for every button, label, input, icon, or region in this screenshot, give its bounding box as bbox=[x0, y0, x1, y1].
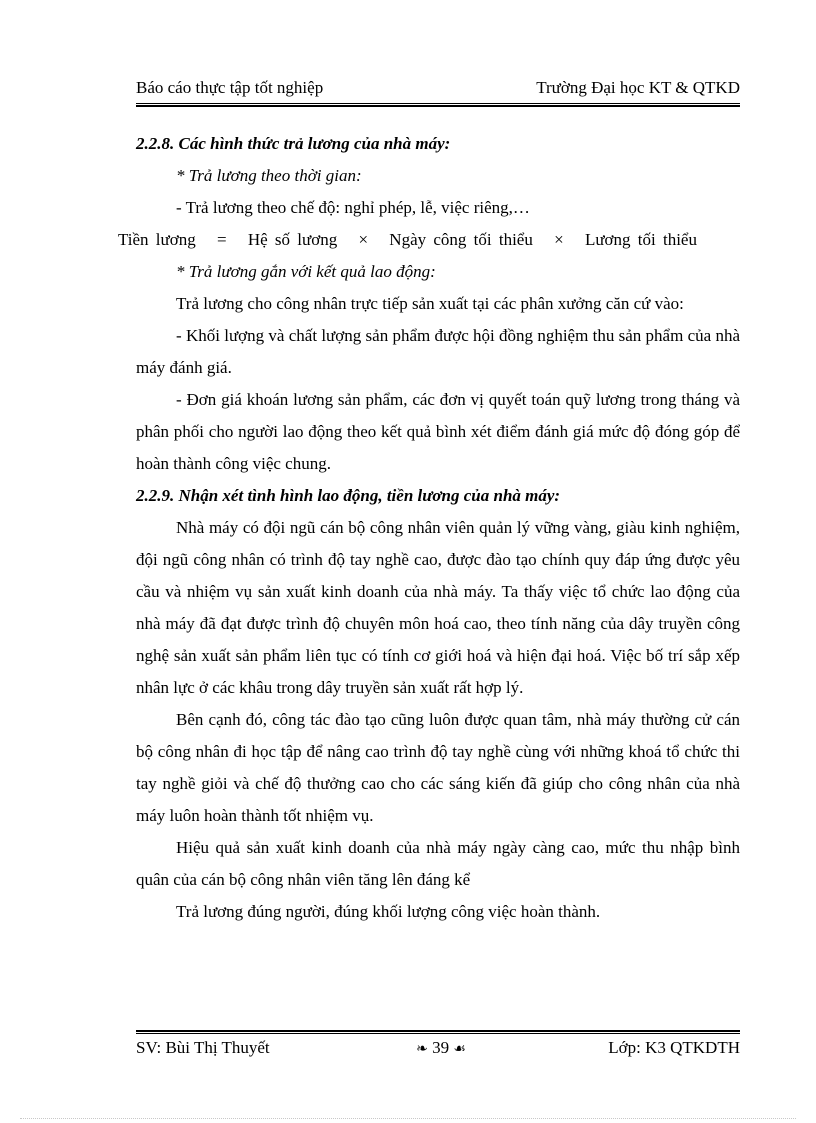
subheading-time-based-pay: * Trả lương theo thời gian: bbox=[176, 166, 362, 185]
header-divider bbox=[136, 103, 740, 107]
left-ornament-icon: ❧ bbox=[416, 1042, 428, 1057]
paragraph-training: Bên cạnh đó, công tác đào tạo cũng luôn được quan tâm, nhà máy thường cử cán bộ công nhân đi học tập để nâng cao trình độ tay nghề cùng với những khoá tổ chức thi tay nghề giỏi và chế độ thưởng cao cho các sáng kiến đã giúp cho công nhân của nhà máy luôn hoàn thành tốt nhiệm vụ. bbox=[136, 710, 740, 825]
section-heading-2-2-9: 2.2.9. Nhận xét tình hình lao động, tiền lương của nhà máy: bbox=[136, 486, 561, 505]
footer-class-name: Lớp: K3 QTKDTH bbox=[608, 1038, 740, 1057]
page-header bbox=[136, 72, 740, 106]
paragraph-unit-price: - Đơn giá khoán lương sản phẩm, các đơn vị quyết toán quỹ lương trong tháng và phân phối cho người lao động theo kết quả bình xét điểm đánh giá mức độ đóng góp để hoàn thành công việc chung. bbox=[136, 390, 740, 473]
salary-formula bbox=[118, 224, 740, 256]
formula-times-2: × bbox=[554, 230, 564, 249]
right-ornament-icon: ☙ bbox=[453, 1042, 466, 1057]
page-number: 39 bbox=[432, 1038, 450, 1057]
paragraph-fair-pay: Trả lương đúng người, đúng khối lượng công việc hoàn thành. bbox=[176, 902, 601, 921]
header-university: Trường Đại học KT & QTKD bbox=[536, 78, 740, 97]
footer-student-name: SV: Bùi Thị Thuyết bbox=[136, 1038, 270, 1057]
page-content bbox=[118, 128, 740, 928]
formula-equals: = bbox=[216, 230, 227, 249]
page-footer bbox=[136, 1038, 740, 1064]
paragraph-quantity-quality: - Khối lượng và chất lượng sản phẩm được hội đồng nghiệm thu sản phẩm của nhà máy đánh giá. bbox=[136, 326, 740, 377]
paragraph-workforce: Nhà máy có đội ngũ cán bộ công nhân viên quản lý vững vàng, giàu kinh nghiệm, đội ngũ công nhân có trình độ tay nghề cao, được đào tạo chính quy đáp ứng được yêu cầu và nhiệm vụ sản xuất kinh doanh của nhà máy. Ta thấy việc tổ chức lao động của nhà máy đã đạt được trình độ chuyên môn hoá cao, theo tính năng của dây truyền công nghệ sản xuất sản phẩm liên tục có tính cơ giới hoá và hiện đại hoá. Việc bố trí sắp xếp nhân lực ở các khâu trong dây truyền sản xuất rất hợp lý. bbox=[136, 518, 740, 697]
subheading-output-based-pay: * Trả lương gắn với kết quả lao động: bbox=[176, 262, 436, 281]
page-bottom-divider bbox=[20, 1118, 796, 1119]
formula-term-min-wage: Lương tối thiểu bbox=[584, 230, 697, 249]
formula-times-1: × bbox=[358, 230, 369, 249]
paragraph-direct-workers: Trả lương cho công nhân trực tiếp sản xuất tại các phân xưởng căn cứ vào: bbox=[176, 294, 684, 313]
header-report-title: Báo cáo thực tập tốt nghiệp bbox=[136, 78, 324, 97]
formula-lhs: Tiền lương bbox=[118, 230, 196, 249]
paragraph-efficiency: Hiệu quả sản xuất kinh doanh của nhà máy ngày càng cao, mức thu nhập bình quân của cán bộ công nhân viên tăng lên đáng kể bbox=[136, 838, 740, 889]
footer-page-number-block bbox=[396, 1038, 486, 1058]
list-item-regime-pay: - Trả lương theo chế độ: nghỉ phép, lễ, việc riêng,… bbox=[176, 198, 530, 217]
footer-divider bbox=[136, 1030, 740, 1034]
formula-term-coefficient: Hệ số lương bbox=[247, 230, 338, 249]
formula-term-workdays: Ngày công tối thiểu bbox=[389, 230, 533, 249]
section-heading-2-2-8: 2.2.8. Các hình thức trả lương của nhà máy: bbox=[136, 134, 451, 153]
